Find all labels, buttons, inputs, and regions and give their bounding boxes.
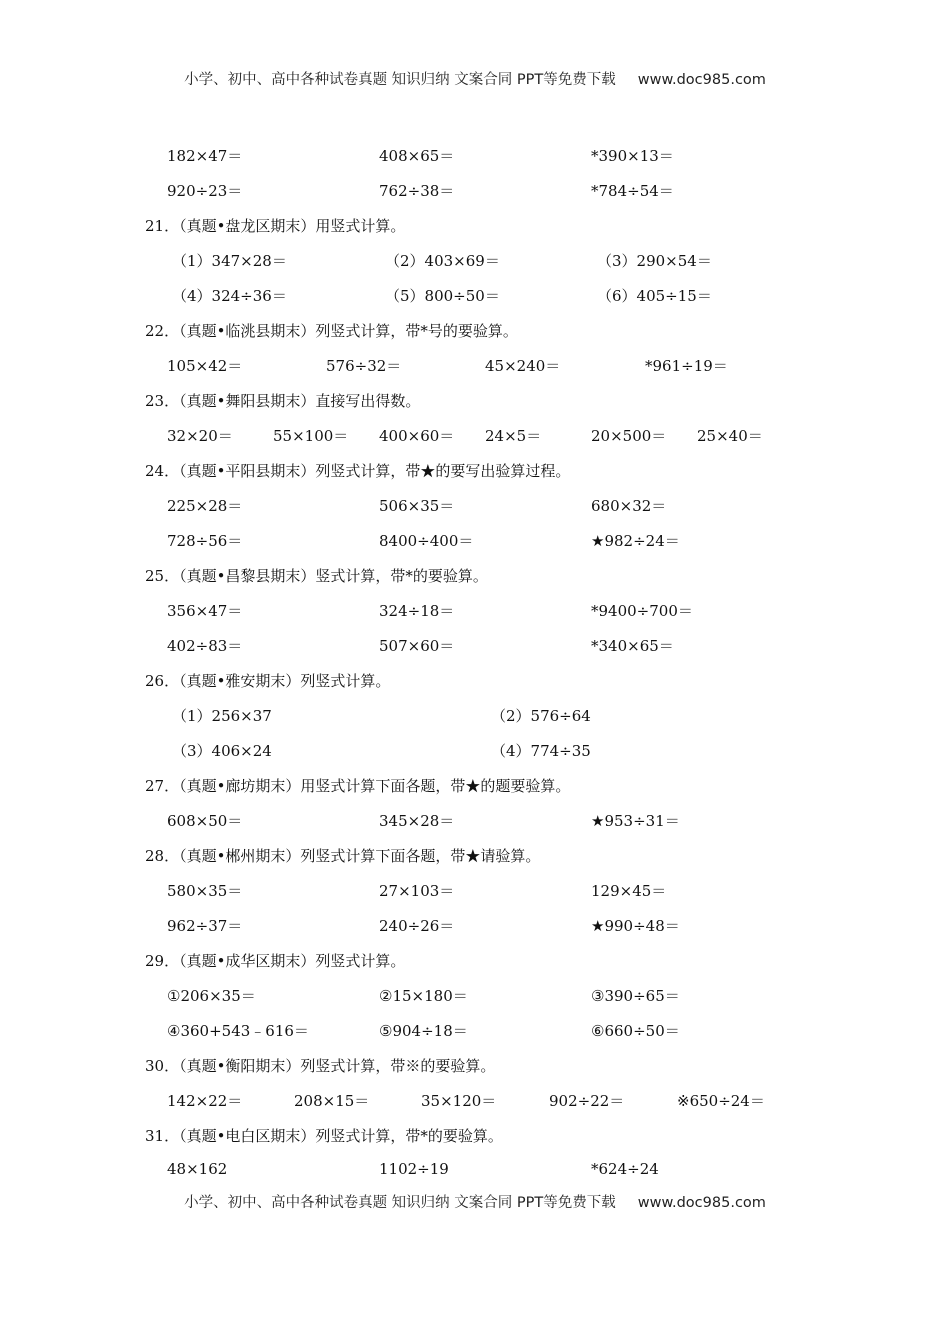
question-title: 29．（真题•成华区期末）列竖式计算。 <box>145 952 406 970</box>
problem-item: ★990÷48＝ <box>591 917 680 935</box>
question-title: 24．（真题•平阳县期末）列竖式计算，带★的要写出验算过程。 <box>145 462 571 480</box>
problem-item: 225×28＝ <box>167 497 243 515</box>
problem-item: 208×15＝ <box>294 1092 370 1110</box>
problem-item: *784÷54＝ <box>591 182 674 200</box>
problem-item: 55×100＝ <box>273 427 349 445</box>
question-title: 26．（真题•雅安期末）列竖式计算。 <box>145 672 391 690</box>
problem-item: 20×500＝ <box>591 427 667 445</box>
problem-item: （2）403×69＝ <box>385 252 500 270</box>
problem-item: （2）576÷64 <box>491 707 591 725</box>
question-title: 21．（真题•盘龙区期末）用竖式计算。 <box>145 217 406 235</box>
problem-item: （5）800÷50＝ <box>385 287 500 305</box>
problem-item: ★953÷31＝ <box>591 812 680 830</box>
problem-item: ④360+543﹣616＝ <box>167 1022 309 1040</box>
question-title: 31．（真题•电白区期末）列竖式计算，带*的要验算。 <box>145 1127 503 1145</box>
problem-item: 24×5＝ <box>485 427 542 445</box>
problem-item: 27×103＝ <box>379 882 455 900</box>
problem-item: ※650÷24＝ <box>677 1092 765 1110</box>
problem-item: 48×162 <box>167 1160 228 1178</box>
problem-item: 1102÷19 <box>379 1160 449 1178</box>
question-title: 30．（真题•衡阳期末）列竖式计算，带※的要验算。 <box>145 1057 496 1075</box>
footer-text: 小学、初中、高中各种试卷真题 知识归纳 文案合同 PPT等免费下载 <box>184 1195 616 1211</box>
problem-item: 402÷83＝ <box>167 637 243 655</box>
problem-item: 507×60＝ <box>379 637 455 655</box>
problem-item: 345×28＝ <box>379 812 455 830</box>
problem-item: （1）256×37 <box>172 707 272 725</box>
problem-item: （3）406×24 <box>172 742 272 760</box>
problem-item: （4）324÷36＝ <box>172 287 287 305</box>
problem-item: 506×35＝ <box>379 497 455 515</box>
problem-item: 35×120＝ <box>421 1092 497 1110</box>
problem-item: 408×65＝ <box>379 147 455 165</box>
problem-item: 142×22＝ <box>167 1092 243 1110</box>
problem-item: 580×35＝ <box>167 882 243 900</box>
problem-item: *9400÷700＝ <box>591 602 693 620</box>
problem-item: 8400÷400＝ <box>379 532 474 550</box>
problem-item: 356×47＝ <box>167 602 243 620</box>
question-title: 23．（真题•舞阳县期末）直接写出得数。 <box>145 392 421 410</box>
problem-item: 728÷56＝ <box>167 532 243 550</box>
problem-item: 962÷37＝ <box>167 917 243 935</box>
question-title: 22．（真题•临洮县期末）列竖式计算，带*号的要验算。 <box>145 322 518 340</box>
problem-item: 680×32＝ <box>591 497 667 515</box>
problem-item: 129×45＝ <box>591 882 667 900</box>
problem-item: （6）405÷15＝ <box>597 287 712 305</box>
question-title: 25．（真题•昌黎县期末）竖式计算，带*的要验算。 <box>145 567 488 585</box>
problem-item: 324÷18＝ <box>379 602 455 620</box>
problem-item: ②15×180＝ <box>379 987 468 1005</box>
problem-item: ⑤904÷18＝ <box>379 1022 468 1040</box>
page-footer <box>0 1191 950 1212</box>
problem-item: *340×65＝ <box>591 637 674 655</box>
problem-item: 32×20＝ <box>167 427 233 445</box>
problem-item: 25×40＝ <box>697 427 763 445</box>
footer-url[interactable]: www.doc985.com <box>637 1195 766 1211</box>
problem-item: 608×50＝ <box>167 812 243 830</box>
page-header <box>0 68 950 89</box>
problem-item: *624÷24 <box>591 1160 659 1178</box>
problem-item: （1）347×28＝ <box>172 252 287 270</box>
problem-item: 762÷38＝ <box>379 182 455 200</box>
problem-item: 920÷23＝ <box>167 182 243 200</box>
problem-item: 182×47＝ <box>167 147 243 165</box>
problem-item: 240÷26＝ <box>379 917 455 935</box>
problem-item: （4）774÷35 <box>491 742 591 760</box>
problem-item: ⑥660÷50＝ <box>591 1022 680 1040</box>
problem-item: 400×60＝ <box>379 427 455 445</box>
header-text: 小学、初中、高中各种试卷真题 知识归纳 文案合同 PPT等免费下载 <box>184 72 616 88</box>
problem-item: 105×42＝ <box>167 357 243 375</box>
problem-item: ★982÷24＝ <box>591 532 680 550</box>
problem-item: *961÷19＝ <box>645 357 728 375</box>
question-title: 27．（真题•廊坊期末）用竖式计算下面各题，带★的题要验算。 <box>145 777 571 795</box>
problem-item: （3）290×54＝ <box>597 252 712 270</box>
question-title: 28．（真题•郴州期末）列竖式计算下面各题，带★请验算。 <box>145 847 541 865</box>
problem-item: ③390÷65＝ <box>591 987 680 1005</box>
problem-item: ①206×35＝ <box>167 987 256 1005</box>
problem-item: *390×13＝ <box>591 147 674 165</box>
header-url[interactable]: www.doc985.com <box>637 72 766 88</box>
problem-item: 576÷32＝ <box>326 357 402 375</box>
problem-item: 45×240＝ <box>485 357 561 375</box>
problem-item: 902÷22＝ <box>549 1092 625 1110</box>
